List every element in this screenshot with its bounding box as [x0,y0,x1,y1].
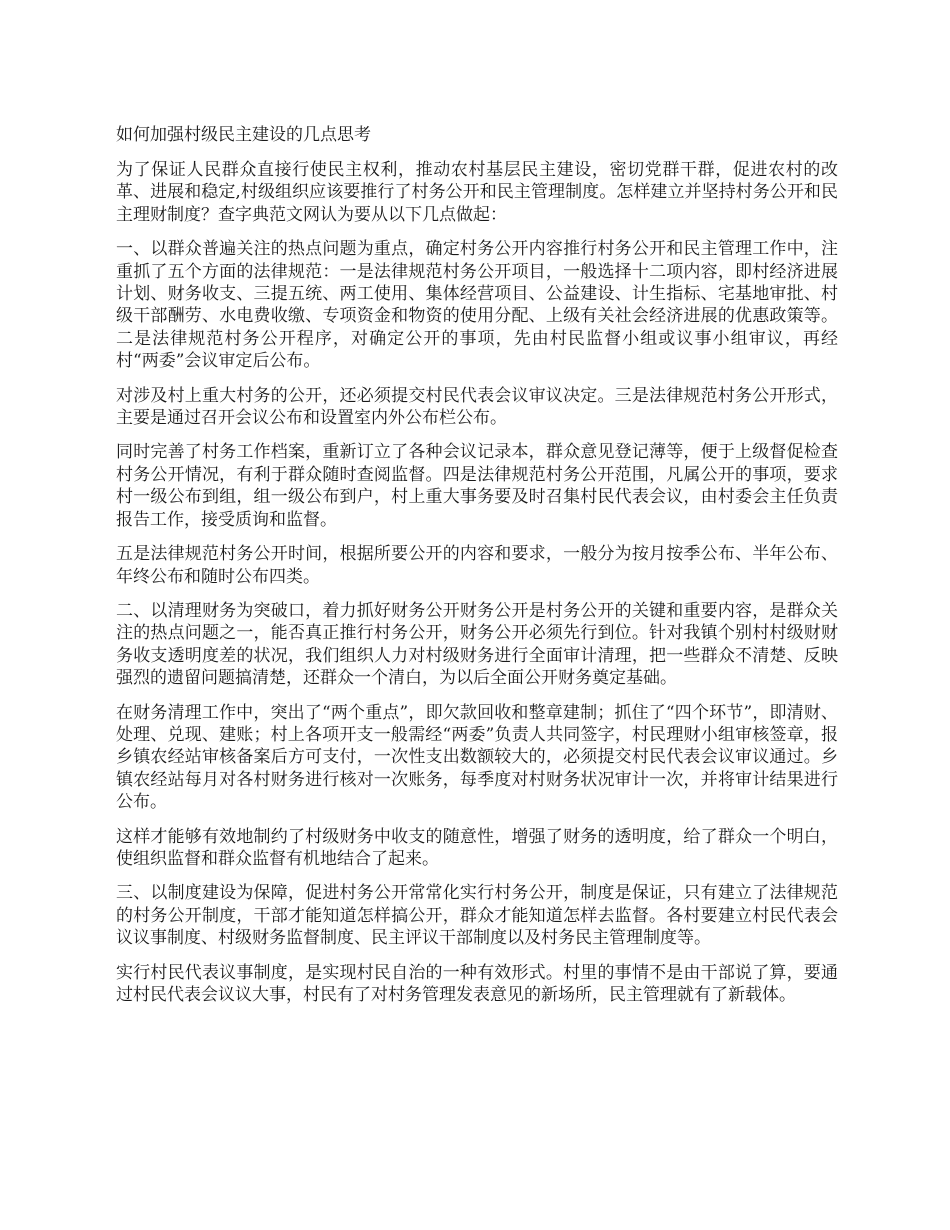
document-title: 如何加强村级民主建设的几点思考 [116,125,371,145]
paragraph-3: 对涉及村上重大村务的公开，还必须提交村民代表会议审议决定。三是法律规范村务公开形式，主要是通过召开会议公布和设置室内外公布栏公布。 [116,385,838,429]
paragraph-9: 三、以制度建设为保障，促进村务公开常常化实行村务公开，制度是保证，只有建立了法律规范的村务公开制度，干部才能知道怎样搞公开，群众才能知道怎样去监督。各村要建立村民代表会议议事制度、村级财务监督制度、民主评议干部制度以及村务民主管理制度等。 [116,883,838,949]
document-body [116,124,838,1018]
paragraph-8: 这样才能够有效地制约了村级财务中收支的随意性，增强了财务的透明度，给了群众一个明白，使组织监督和群众监督有机地结合了起来。 [116,826,838,869]
paragraph-6: 二、以清理财务为突破口，着力抓好财务公开财务公开是村务公开的关键和重要内容，是群众关注的热点问题之一，能否真正推行村务公开，财务公开必须先行到位。针对我镇个别村村级财财务收支透明度差的状况，我们组织人力对村级财务进行全面审计清理，把一些群众不清楚、反映强烈的遗留问题搞清楚，还群众一个清白，为以后全面公开财务奠定基础。 [116,600,838,689]
paragraph-5: 五是法律规范村务公开时间，根据所要公开的内容和要求，一般分为按月按季公布、半年公布、年终公布和随时公布四类。 [116,544,838,587]
paragraph-1: 为了保证人民群众直接行使民主权利，推动农村基层民主建设，密切党群干群，促进农村的改革、进展和稳定,村级组织应该要推行了村务公开和民主管理制度。怎样建立并坚持村务公开和民主理财制度？查字典范文网认为要从以下几点做起： [116,160,838,225]
paragraph-2: 一、以群众普遍关注的热点问题为重点，确定村务公开内容推行村务公开和民主管理工作中，注重抓了五个方面的法律规范：一是法律规范村务公开项目，一般选择十二项内容，即村经济进展计划、财务收支、三提五统、两工使用、集体经营项目、公益建设、计生指标、宅基地审批、村级干部酬劳、水电费收缴、专项资金和物资的使用分配、上级有关社会经济进展的优惠政策等。二是法律规范村务公开程序，对确定公开的事项，先由村民监督小组或议事小组审议，再经村“两委”会议审定后公布。 [116,239,838,372]
paragraph-4: 同时完善了村务工作档案，重新订立了各种会议记录本，群众意见登记薄等，便于上级督促检查村务公开情况，有利于群众随时查阅监督。四是法律规范村务公开范围，凡属公开的事项，要求村一级公布到组，组一级公布到户，村上重大事务要及时召集村民代表会议，由村委会主任负责报告工作，接受质询和监督。 [116,442,838,530]
paragraph-10: 实行村民代表议事制度，是实现村民自治的一种有效形式。村里的事情不是由干部说了算，要通过村民代表会议议大事，村民有了对村务管理发表意见的新场所，民主管理就有了新载体。 [116,962,838,1005]
paragraph-7: 在财务清理工作中，突出了“两个重点”，即欠款回收和整章建制；抓住了“四个环节”，即清财、处理、兑现、建账；村上各项开支一般需经“两委”负责人共同签字，村民理财小组审核签章，报乡镇农经站审核备案后方可支付，一次性支出数额较大的，必须提交村民代表会议审议通过。乡镇农经站每月对各村财务进行核对一次账务，每季度对村财务状况审计一次，并将审计结果进行公布。 [116,702,838,813]
